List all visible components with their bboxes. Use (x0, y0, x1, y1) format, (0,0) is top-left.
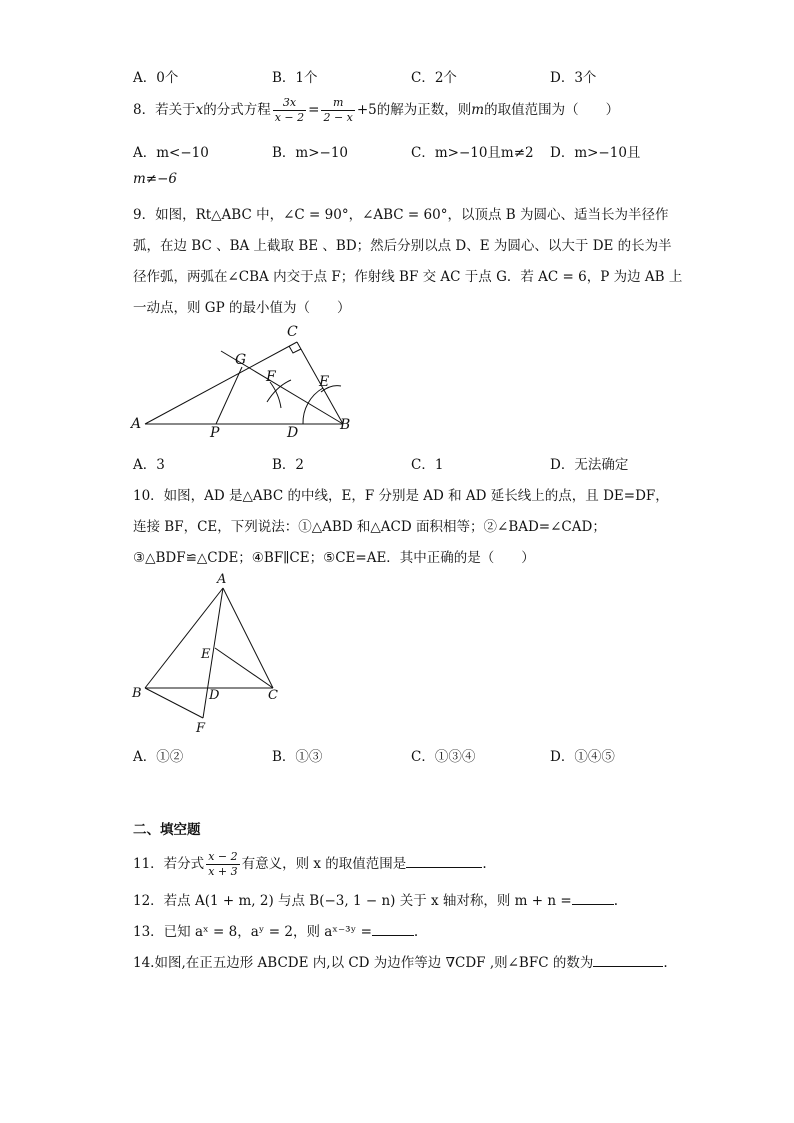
section-title: 二、填空题 (133, 822, 201, 838)
q12-stem: 12．若点 A(1 + m, 2) 与点 B(−3, 1 − n) 关于 x 轴对称，则 m + n = . (133, 893, 618, 909)
q7-option-b: B．1个 (272, 70, 318, 86)
q7-option-a: A．0个 (133, 70, 179, 86)
q10-line-1: 10．如图，AD 是△ABC 的中线，E，F 分别是 AD 和 AD 延长线上的点，且 DE=DF， (133, 488, 669, 504)
q13-answer-blank[interactable] (372, 923, 414, 936)
q8-option-b: B．m>−10 (272, 145, 349, 161)
label-b: B (132, 686, 142, 701)
q8-fraction-2: $\frac{m}{2 - x}$ (323, 96, 353, 124)
q8-fraction-1: $\frac{3x}{x - 2}$ (274, 96, 305, 124)
label-a: A (131, 416, 142, 432)
label-d: D (287, 425, 299, 441)
q10-option-b: B．①③ (272, 749, 323, 765)
q10-option-a: A．①② (133, 749, 184, 765)
q10-line-3: ③△BDF≌△CDE；④BF∥CE；⑤CE=AE．其中正确的是（ ） (133, 550, 535, 566)
q10-option-d: D．①④⑤ (550, 749, 615, 765)
label-a: A (217, 572, 227, 587)
q7-option-c: C．2个 (411, 70, 457, 86)
q8-stem: 8．若关于x的分式方程 $\frac{3x}{x - 2}$ = $\frac{m}{2 - x}$ +5的解为正数，则m的取值范围为（ ） (133, 96, 620, 124)
segment-gp (216, 367, 242, 424)
label-f: F (266, 369, 276, 385)
q7-option-d: D．3个 (550, 70, 597, 86)
q9-option-d: D．无法确定 (550, 457, 629, 473)
segment-ab (145, 588, 223, 688)
q8-option-c: C．m>−10且m≠2 (411, 145, 534, 161)
q9-triangle-figure (125, 320, 365, 445)
right-angle-mark (289, 346, 301, 353)
q9-option-a: A．3 (133, 457, 165, 473)
q9-option-b: B．2 (272, 457, 305, 473)
label-g: G (235, 352, 247, 368)
q8-option-d-continued: m≠−6 (133, 171, 178, 187)
q9-option-c: C．1 (411, 457, 444, 473)
segment-ac (223, 588, 273, 688)
label-e: E (201, 647, 211, 662)
q11-answer-blank[interactable] (406, 855, 482, 868)
label-p: P (210, 425, 220, 441)
q8-option-d: D．m>−10且 (550, 145, 641, 161)
q9-line-4: 一动点，则 GP 的最小值为（ ） (133, 300, 351, 316)
label-e: E (319, 374, 330, 390)
label-f: F (196, 721, 206, 736)
q9-line-1: 9．如图，Rt△ABC 中，∠C = 90°，∠ABC = 60°，以顶点 B 为圆心、适当长为半径作 (133, 207, 669, 223)
label-c: C (287, 324, 298, 340)
q10-option-c: C．①③④ (411, 749, 476, 765)
segment-ec (215, 648, 273, 688)
label-b: B (340, 417, 351, 433)
q11-stem: 11．若分式 $\frac{x - 2}{x + 3}$ 有意义，则 x 的取值范围是 . (133, 850, 487, 878)
q10-line-2: 连接 BF，CE，下列说法：①△ABD 和△ACD 面积相等；②∠BAD=∠CAD； (133, 519, 606, 535)
q9-line-2: 弧，在边 BC 、BA 上截取 BE 、BD；然后分别以点 D、E 为圆心、以大于 DE 的长为半 (133, 238, 672, 254)
q10-triangle-figure (125, 570, 295, 740)
label-c: C (268, 688, 278, 703)
q8-option-a: A．m<−10 (133, 145, 209, 161)
q14-stem: 14.如图,在正五边形 ABCDE 内,以 CD 为边作等边 ∇CDF ,则∠BFC 的数为 . (133, 955, 668, 971)
segment-bf (145, 688, 203, 718)
q9-line-3: 径作弧，两弧在∠CBA 内交于点 F；作射线 BF 交 AC 于点 G．若 AC = 6，P 为边 AB 上 (133, 269, 683, 285)
label-d: D (209, 688, 220, 703)
q14-answer-blank[interactable] (593, 954, 663, 967)
q12-answer-blank[interactable] (572, 892, 614, 905)
q13-stem: 13．已知 aˣ = 8，aʸ = 2，则 aˣ⁻³ʸ = . (133, 924, 419, 940)
q11-fraction: $\frac{x - 2}{x + 3}$ (208, 850, 238, 878)
